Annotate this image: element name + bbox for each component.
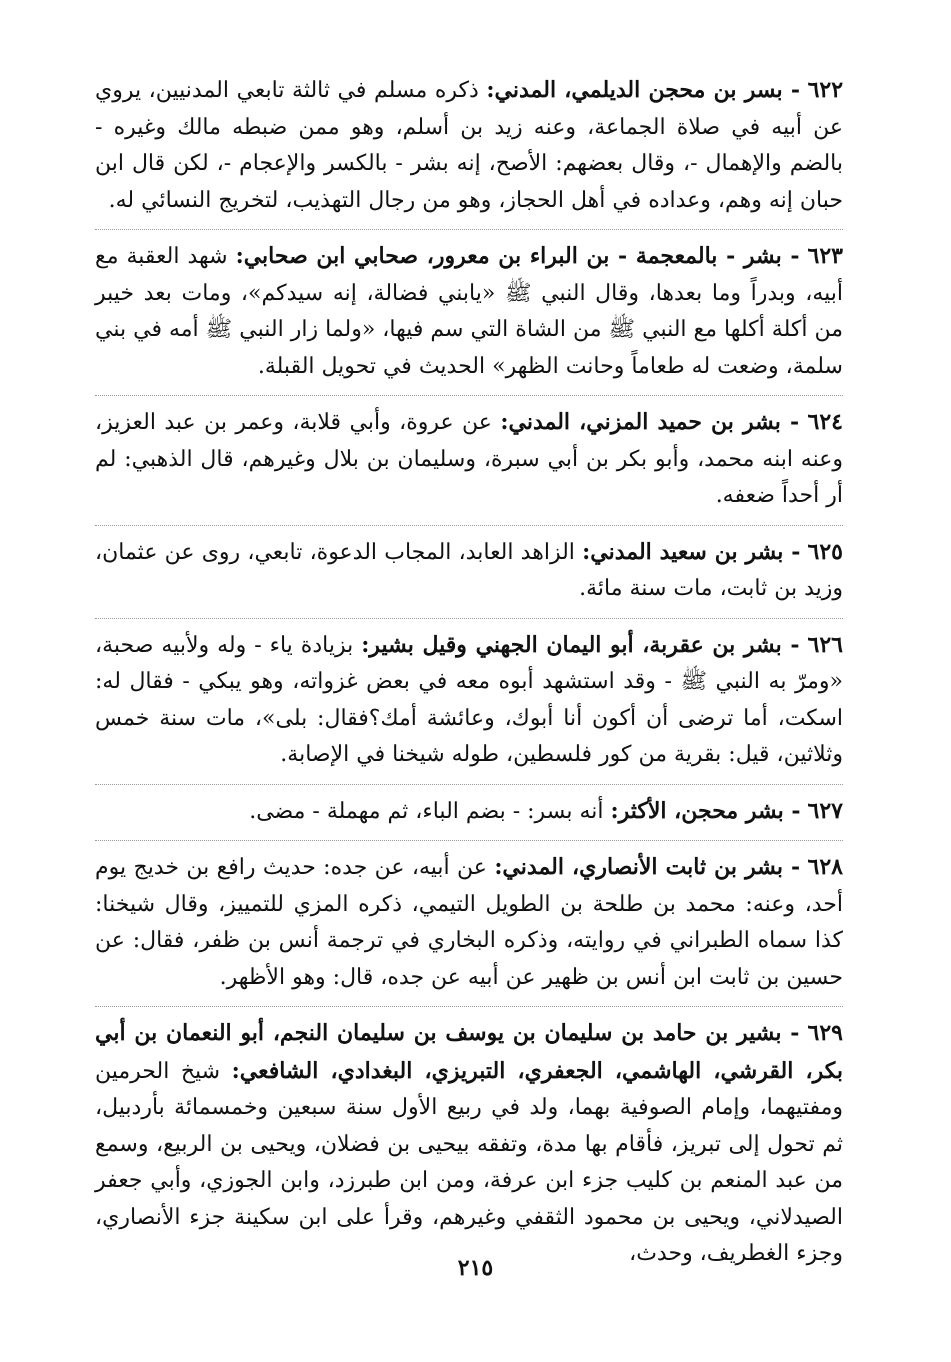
entry-body: أنه بسر: - بضم الباء، ثم مهملة - مضى. [249, 798, 604, 824]
entry-body: شيخ الحرمين ومفتيهما، وإمام الصوفية بهما، ولد في ربيع الأول سنة سبعين وخمسمائة بأردبيل، ثم تحول إلى تبريز، فأقام بها مدة، وتفقه بيحيى بن فضلان، ويحيى بن الربيع، وسمع من عبد المنعم بن كليب جزء ابن عرفة، ومن ابن طبرزد، وابن الجوزي، وأبي جعفر الصيدلاني، ويحيى بن محمود الثقفي وغيرهم، وقرأ على ابن سكينة جزء الأنصاري، وجزء الغطريف، وحدث، [95, 1058, 844, 1266]
entry-name: - بشر بن ثابت الأنصاري، المدني: [494, 854, 801, 880]
entry-name: - بشر بن عقربة، أبو اليمان الجهني وقيل بشير: [361, 631, 800, 658]
entry-name: - بشير بن حامد بن سليمان بن يوسف بن سليمان النجم، أبو النعمان بن أبي بكر، القرشي، الهاشمي، الجعفري، التبريزي، البغدادي، الشافعي: [95, 1020, 843, 1084]
entry-name: - بشر بن سعيد المدني: [582, 538, 801, 565]
entry-628 [95, 840, 843, 1006]
entry-622 [95, 72, 843, 229]
entry-number: ٦٢٩ [807, 1020, 843, 1046]
entry-body: عن عروة، وأبي قلابة، وعمر بن عبد العزيز، وعنه ابنه محمد، وأبو بكر بن أبي سبرة، وسليمان بن بلال وغيرهم، قال الذهبي: لم أر أحداً ضعفه. [95, 410, 843, 508]
entry-name: - بشر - بالمعجمة - بن البراء بن معرور، صحابي ابن صحابي: [235, 243, 800, 269]
entry-626 [95, 618, 843, 784]
entry-number: ٦٢٧ [807, 797, 843, 824]
entry-body: بزيادة ياء - وله ولأبيه صحبة، «ومرّ به النبي ﷺ - وقد استشهد أبوه معه في بعض غزواته، وهو يبكي - فقال له: اسكت، أما ترضى أن أكون أنا أبوك، وعائشة أمك؟فقال: بلى»، مات سنة خمس وثلاثين، قيل: بقرية من كور فلسطين، طوله شيخنا في الإصابة. [95, 632, 843, 767]
entry-624 [95, 395, 843, 525]
entry-number: ٦٢٦ [807, 631, 843, 658]
entry-name: - بشر محجن، الأكثر: [610, 797, 801, 824]
page-text [95, 72, 843, 1283]
entry-625 [95, 525, 843, 618]
entry-number: ٦٢٢ [807, 77, 844, 103]
entry-number: ٦٢٤ [807, 409, 843, 435]
entry-number: ٦٢٥ [807, 538, 843, 565]
entry-629 [95, 1006, 843, 1283]
entry-body: شهد العقبة مع أبيه، وبدراً وما بعدها، وقال النبي ﷺ «يابني فضالة، إنه سيدكم»، ومات بعد خيبر من أكلة أكلها مع النبي ﷺ من الشاة التي سم فيها، «ولما زار النبي ﷺ أمه في بني سلمة، وضعت له طعاماً وحانت الظهر» الحديث في تحويل القبلة. [95, 244, 843, 379]
entry-body: ذكره مسلم في ثالثة تابعي المدنيين، يروي عن أبيه في صلاة الجماعة، وعنه زيد بن أسلم، وهو ممن ضبطه مالك وغيره - بالضم والإهمال -، وقال بعضهم: الأصح، إنه بشر - بالكسر والإعجام -، لكن قال ابن حبان إنه وهم، وعداده في أهل الحجاز، وهو من رجال التهذيب، لتخريج النسائي له. [95, 78, 843, 213]
entry-body: عن أبيه، عن جده: حديث رافع بن خديج يوم أحد، وعنه: محمد بن طلحة بن الطويل التيمي، ذكره المزي للتمييز، وقال شيخنا: كذا سماه الطبراني في روايته، وذكره البخاري في ترجمة أنس بن ظفر، فقال: عن حسين بن ثابت ابن أنس بن ظهير عن أبيه عن جده، قال: وهو الأظهر. [95, 855, 843, 990]
entry-623 [95, 229, 843, 395]
entry-number: ٦٢٨ [807, 854, 843, 880]
entry-name: - بسر بن محجن الديلمي، المدني: [486, 77, 800, 103]
entry-body: الزاهد العابد، المجاب الدعوة، تابعي، روى عن عثمان، وزيد بن ثابت، مات سنة مائة. [95, 539, 843, 601]
page-number: ٢١٥ [457, 1255, 494, 1281]
entry-name: - بشر بن حميد المزني، المدني: [500, 409, 800, 435]
entry-627 [95, 784, 843, 841]
entry-number: ٦٢٣ [807, 243, 843, 269]
